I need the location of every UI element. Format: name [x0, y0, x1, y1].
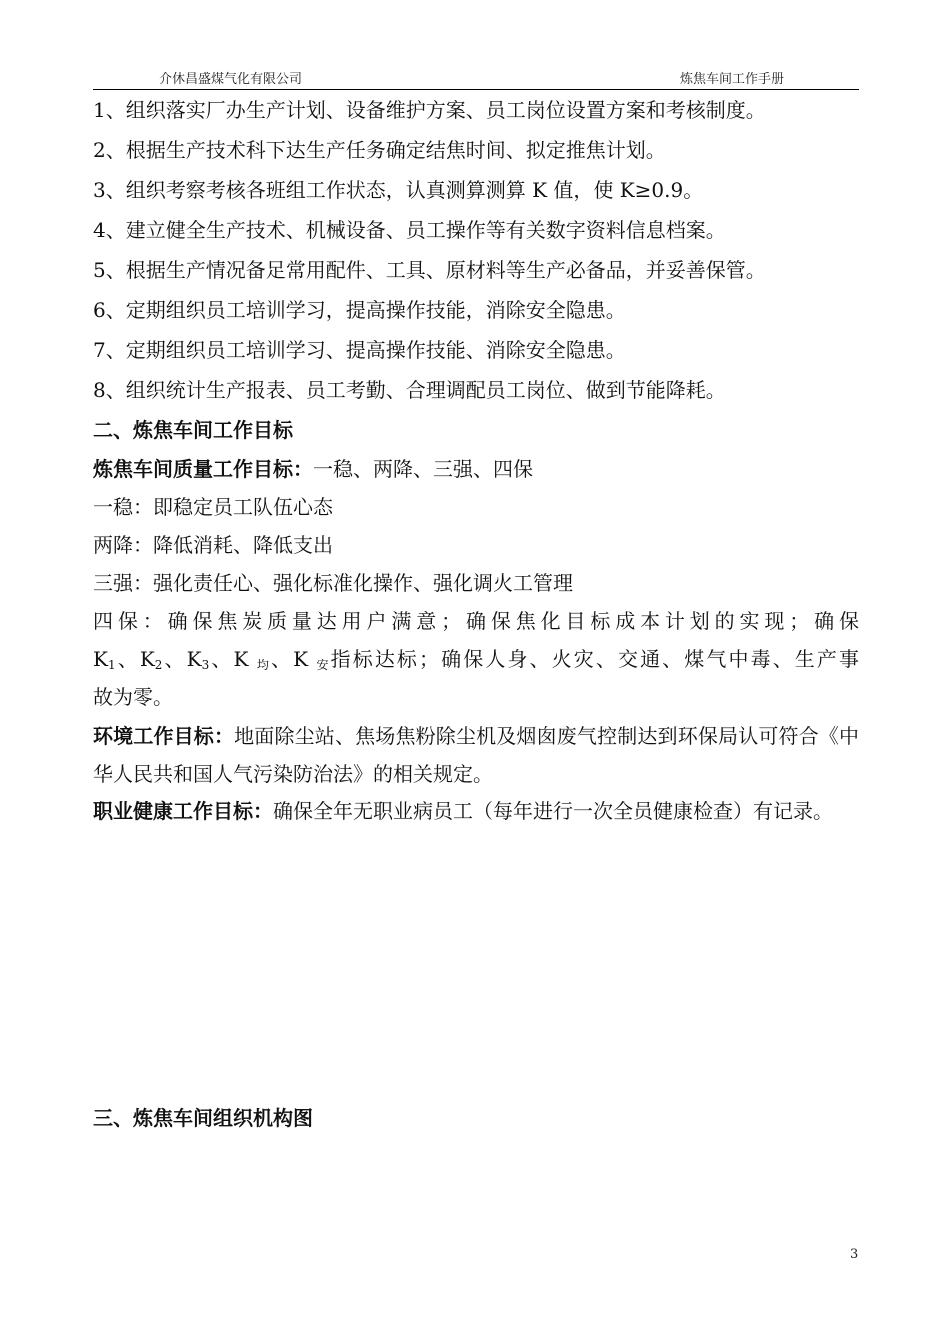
k-subscript: 3 — [201, 658, 210, 672]
health-goal-label: 职业健康工作目标： — [93, 799, 273, 824]
sibao-line-2 — [93, 640, 859, 678]
goal-sibao — [93, 602, 859, 716]
k-subscript: 2 — [154, 658, 163, 672]
duty-item: 5、根据生产情况备足常用配件、工具、原材料等生产必备品，并妥善保管。 — [93, 258, 766, 282]
k-symbol: K — [233, 647, 249, 671]
sibao-line-1: 四保：确保焦炭质量达用户满意；确保焦化目标成本计划的实现；确保 — [93, 609, 859, 633]
separator: 、 — [162, 647, 187, 671]
separator: 、 — [209, 647, 234, 671]
duty-item: 1、组织落实厂办生产计划、设备维护方案、员工岗位设置方案和考核制度。 — [93, 98, 766, 122]
health-goal — [93, 793, 859, 831]
environment-goal — [93, 718, 859, 793]
goal-sanqiang: 三强：强化责任心、强化标准化操作、强化调火工管理 — [93, 571, 573, 595]
k-symbol: K — [293, 647, 309, 671]
duty-item: 3、组织考察考核各班组工作状态，认真测算测算 K 值，使 K≥0.9。 — [93, 178, 704, 202]
quality-goal — [93, 450, 859, 488]
goal-yiwen: 一稳：即稳定员工队伍心态 — [93, 495, 333, 519]
k-subscript: 1 — [107, 658, 116, 672]
separator: 、 — [115, 647, 140, 671]
duty-item: 2、根据生产技术科下达生产任务确定结焦时间、拟定推焦计划。 — [93, 138, 666, 162]
health-goal-text: 确保全年无职业病员工（每年进行一次全员健康检查）有记录。 — [273, 799, 833, 824]
goal-liangjiang: 两降：降低消耗、降低支出 — [93, 533, 333, 557]
k-subscript: 均 — [256, 658, 271, 672]
k-symbol: K — [93, 647, 108, 671]
quality-goal-text: 一稳、两降、三强、四保 — [313, 457, 533, 481]
sibao-line-2-text: 指标达标；确保人身、火灾、交通、煤气中毒、生产事 — [330, 647, 860, 671]
section-2-heading: 二、炼焦车间工作目标 — [93, 418, 293, 442]
header-manual-title: 炼焦车间工作手册 — [680, 72, 785, 87]
environment-goal-text: 地面除尘站、焦场焦粉除尘机及烟囱废气控制达到环保局认可符合《中华人民共和国人气污染防治法》的相关规定。 — [93, 724, 860, 786]
page-number: 3 — [850, 1247, 859, 1262]
quality-goal-label: 炼焦车间质量工作目标： — [93, 457, 313, 481]
sibao-line-3: 故为零。 — [93, 685, 173, 709]
environment-goal-label: 环境工作目标： — [93, 724, 235, 748]
page-body — [93, 90, 859, 831]
separator: 、 — [270, 647, 294, 671]
duty-item: 4、建立健全生产技术、机械设备、员工操作等有关数字资料信息档案。 — [93, 218, 726, 242]
k-symbol: K — [186, 647, 202, 671]
k-symbol: K — [139, 647, 155, 671]
section-3-heading: 三、炼焦车间组织机构图 — [93, 1106, 313, 1130]
k-subscript: 安 — [316, 658, 331, 672]
duty-item: 8、组织统计生产报表、员工考勤、合理调配员工岗位、做到节能降耗。 — [93, 378, 726, 402]
duty-item: 6、定期组织员工培训学习，提高操作技能，消除安全隐患。 — [93, 298, 626, 322]
duty-item: 7、定期组织员工培训学习、提高操作技能、消除安全隐患。 — [93, 338, 626, 362]
header-company: 介休昌盛煤气化有限公司 — [159, 72, 303, 87]
